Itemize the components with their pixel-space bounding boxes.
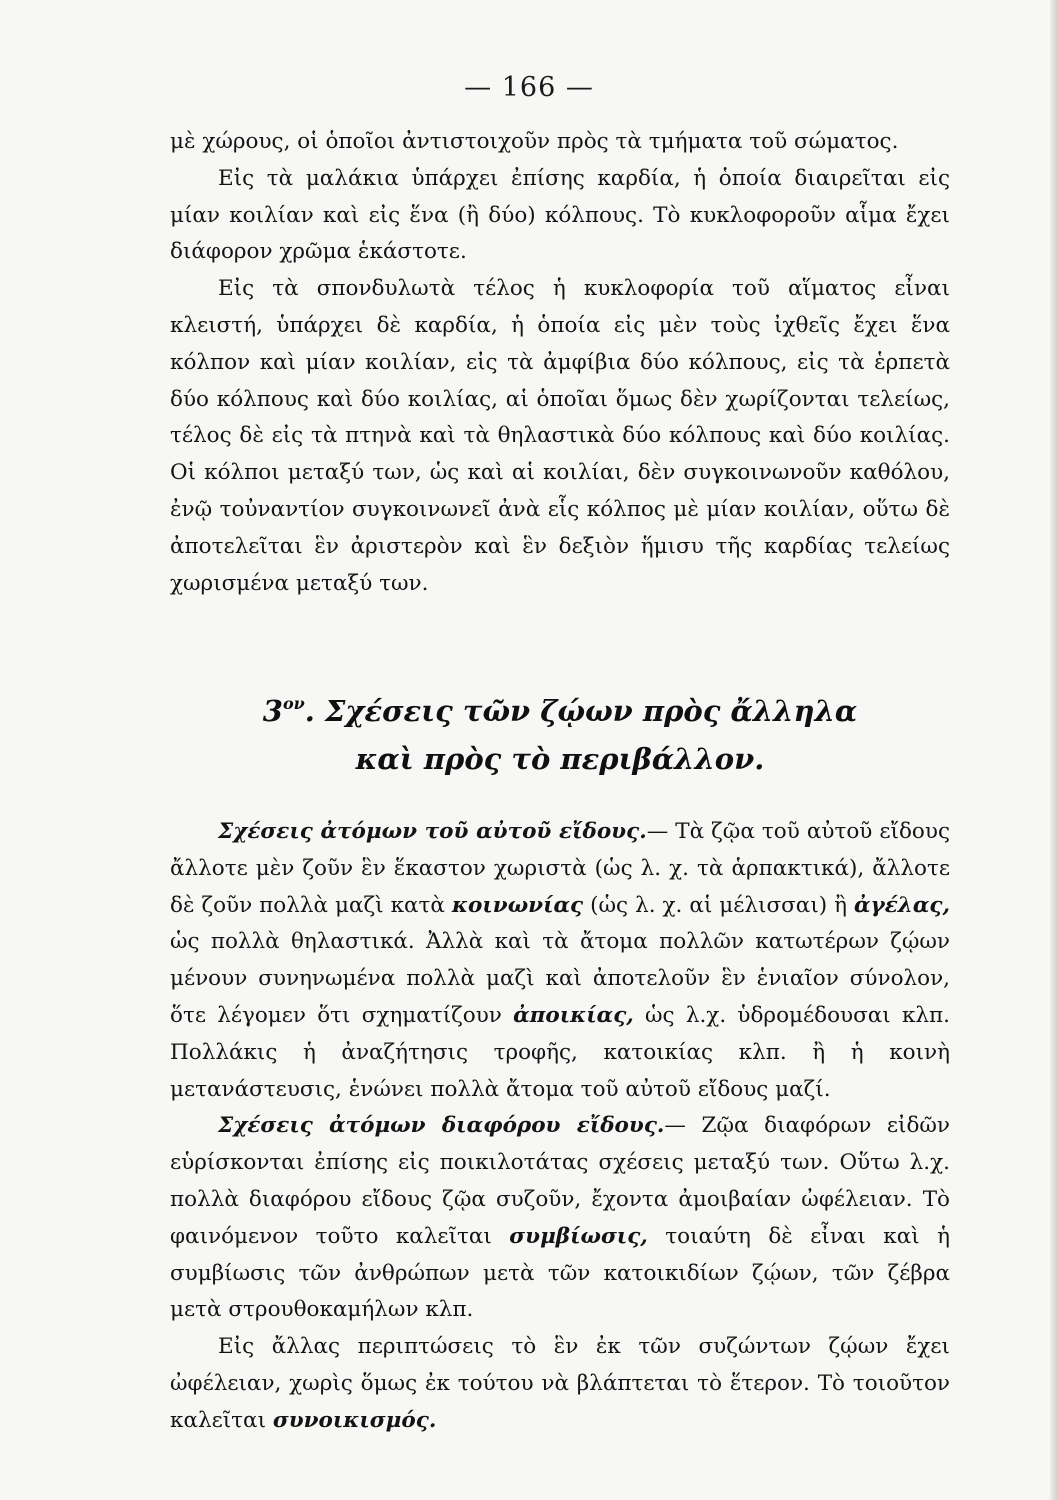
section-heading-line1 [170,680,950,735]
text-different-species-c: τοιαύτη δὲ εἶναι καὶ ἡ συμβίωσις τῶν ἀνθρώπων μετὰ τῶν κατοικιδίων ζῴων, τῶν ζέβρα μετὰ στρουθοκαμήλων κλπ. [170,1223,950,1323]
term-colonies: ἀποικίας, [513,1002,634,1028]
term-commensalism: συνοικισμός. [272,1407,437,1433]
subheading-different-species: Σχέσεις ἀτόμων διαφόρου εἴδους. [218,1113,665,1139]
scan-edge [1050,0,1058,1500]
page-number: — 166 — [464,72,594,103]
text-same-species-d: ὡς πολλὰ θηλαστικά. Ἀλλὰ καὶ τὰ ἄτομα πολλῶν κατωτέρων ζῴων μένουν συνηνωμένα πολλὰ μαζὶ καὶ ἀποτελοῦν ἓν ἑνιαῖον σύνολον, ὅτε λέγομεν ὅτι σχηματίζουν [170,929,950,1028]
paragraph-vertebrates: Εἰς τὰ σπονδυλωτὰ τέλος ἡ κυκλοφορία τοῦ αἵματος εἶναι κλειστή, ὑπάρχει δὲ καρδία, ἡ ὁποία εἰς μὲν τοὺς ἰχθεῖς ἔχει ἕνα κόλπον καὶ μίαν κοιλίαν, εἰς τὰ ἀμφίβια δύο κόλπους, εἰς τὰ ἑρπετὰ δύο κόλπους καὶ δύο κοιλίας, αἱ ὁποῖαι ὅμως δὲν χωρίζονται τελείως, τέλος δὲ εἰς τὰ πτηνὰ καὶ τὰ θηλαστικὰ δύο κόλπους καὶ δύο κοιλίας. Οἱ κόλποι μεταξύ των, ὡς καὶ αἱ κοιλίαι, δὲν συγκοινωνοῦν καθόλου, ἐνῷ τοὐναντίον συγκοινωνεῖ ἀνὰ εἷς κόλπος μὲ μίαν κοιλίαν, οὕτω δὲ ἀποτελεῖται ἓν ἀριστερὸν καὶ ἓν δεξιὸν ἥμισυ τῆς καρδίας τελείως χωρισμένα μεταξύ των. [170,276,950,596]
text-same-species-a: — Τὰ ζῷα τοῦ αὐτοῦ εἴδους ἄλλοτε μὲν ζοῦν ἓν ἕκαστον χωριστὰ (ὡς λ. χ. τὰ ἁρπακτικά), ἄλλοτε δὲ ζοῦν πολλὰ μαζὶ κατὰ [170,819,950,918]
circulation-text-block [170,124,950,602]
paragraph-same-species [170,814,950,1108]
subheading-same-species: Σχέσεις ἀτόμων τοῦ αὐτοῦ εἴδους. [218,819,647,844]
text-same-species-c: (ὡς λ. χ. αἱ μέλισσαι) ἢ [583,892,854,918]
text-commensalism-a: Εἰς ἄλλας περιπτώσεις τὸ ἓν ἐκ τῶν συζώντων ζῴων ἔχει ὠφέλειαν, χωρὶς ὅμως ἐκ τούτου νὰ βλάπτεται τὸ ἕτερον. Τὸ τοιοῦτον καλεῖται [170,1334,950,1433]
paragraph-different-species [170,1108,950,1329]
section-number-suffix: ον [282,694,305,713]
section-title-part1: . Σχέσεις τῶν ζῴων πρὸς ἄλληλα [304,694,858,728]
section-number: 3 [262,694,283,728]
term-herds: ἀγέλας, [853,892,950,918]
term-societies: κοινωνίας [451,892,584,918]
paragraph-commensalism [170,1329,950,1439]
text-different-species-a: — Ζῷα διαφόρων εἰδῶν εὑρίσκονται ἐπίσης εἰς ποικιλοτάτας σχέσεις μεταξύ των. Οὕτω λ.χ. πολλὰ διαφόρου εἴδους ζῷα συζοῦν, ἔχοντα ἀμοιβαίαν ὠφέλειαν. Τὸ φαινόμενον τοῦτο καλεῖται [170,1113,950,1249]
paragraph-body-chambers: μὲ χώρους, οἱ ὁποῖοι ἀντιστοιχοῦν πρὸς τὰ τμήματα τοῦ σώματος. [170,129,899,154]
paragraph-molluscs: Εἰς τὰ μαλάκια ὑπάρχει ἐπίσης καρδία, ἡ ὁποία διαιρεῖται εἰς μίαν κοιλίαν καὶ εἰς ἕνα (ἢ δύο) κόλπους. Τὸ κυκλοφοροῦν αἷμα ἔχει διάφορον χρῶμα ἑκάστοτε. [170,165,950,265]
relations-text-block [170,814,950,1440]
term-symbiosis: συμβίωσις, [509,1223,648,1249]
text-same-species-e: ὡς λ.χ. ὑδρομέδουσαι κλπ. Πολλάκις ἡ ἀναζήτησις τροφῆς, κατοικίας κλπ. ἢ ἡ κοινὴ μετανάστευσις, ἑνώνει πολλὰ ἄτομα τοῦ αὐτοῦ εἴδους μαζί. [170,1002,950,1102]
section-heading-line2: καὶ πρὸς τὸ περιβάλλον. [355,742,765,776]
section-heading [170,680,950,783]
